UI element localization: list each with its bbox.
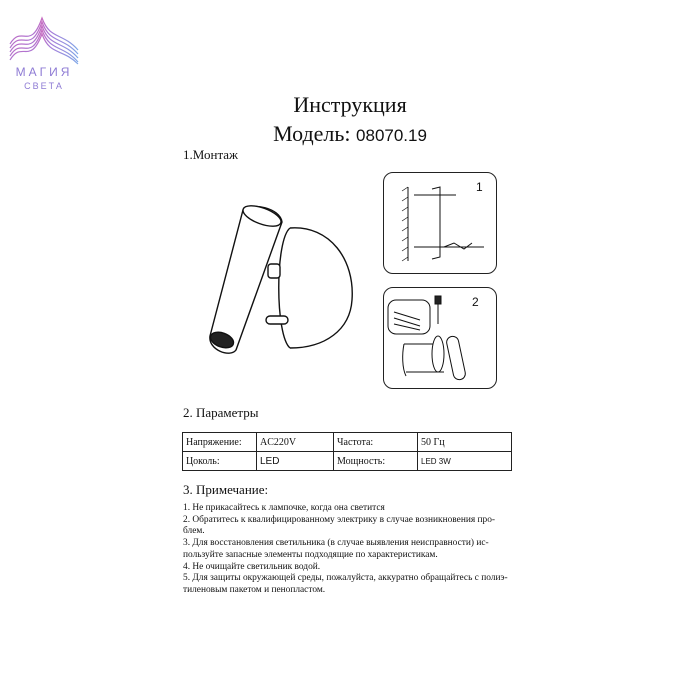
section-params-heading: 2. Параметры (183, 405, 259, 420)
document-title: Инструкция (293, 92, 407, 117)
param-base-label: Цоколь: (183, 452, 257, 471)
mounting-step-1-diagram (383, 172, 497, 274)
lamp-illustration (180, 180, 360, 380)
mounting-step-2-diagram (383, 287, 497, 389)
logo-wordmark: МАГИЯ (15, 65, 73, 79)
step-2-number: 2 (472, 295, 479, 309)
param-voltage-label: Напряжение: (183, 433, 257, 452)
note-line: 4. Не очищайте светильник водой. (183, 561, 321, 572)
model-number: 08070.19 (356, 126, 427, 145)
param-base-value: LED (257, 452, 334, 471)
mounting-step-2-drawing (384, 288, 496, 388)
model-label: Модель: (273, 121, 351, 146)
note-line: 3. Для восстановления светильника (в случае выявления неисправности) ис- (183, 538, 489, 549)
model-line (0, 121, 700, 147)
param-power-label: Мощность: (334, 452, 418, 471)
note-line: тиленовым пакетом и пенопластом. (183, 584, 326, 595)
section-mount-heading: 1.Монтаж (183, 147, 239, 162)
parameters-table (182, 432, 512, 471)
note-line: пользуйте запасные элементы подходящие по характеристикам. (183, 549, 438, 560)
note-line: 2. Обратитесь к квалифицированному электрику в случае возникновения про- (183, 514, 496, 525)
table-row (183, 452, 512, 471)
note-line: блем. (183, 526, 205, 537)
notes-list (183, 503, 513, 597)
step-1-number: 1 (476, 180, 483, 194)
note-line: 1. Не прикасайтесь к лампочке, когда она светится (183, 503, 385, 513)
param-voltage-value: AC220V (257, 433, 334, 452)
param-frequency-label: Частота: (334, 433, 418, 452)
param-frequency-value: 50 Гц (418, 433, 512, 452)
logo-subtitle: СВЕТА (24, 81, 64, 91)
section-notes-heading: 3. Примечание: (183, 482, 269, 497)
param-power-value: LED 3W (418, 452, 512, 471)
note-line: 5. Для защиты окружающей среды, пожалуйста, аккуратно обращайтесь с полиэ- (183, 573, 508, 584)
table-row (183, 433, 512, 452)
mounting-step-1-drawing (384, 173, 496, 273)
